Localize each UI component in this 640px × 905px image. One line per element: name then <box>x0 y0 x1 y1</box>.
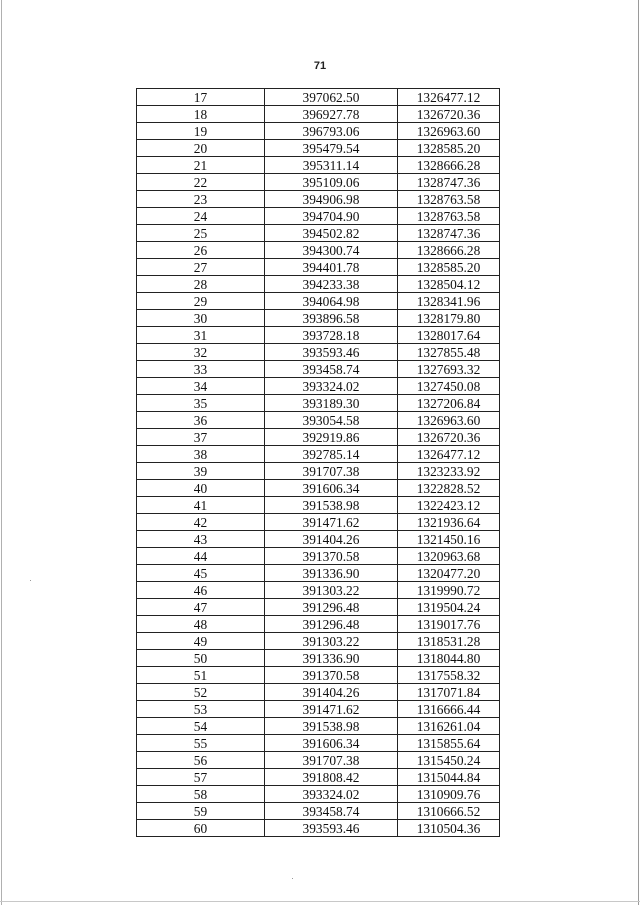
point-number-cell: 21 <box>137 157 265 174</box>
table-row <box>137 123 500 140</box>
point-number-cell: 28 <box>137 276 265 293</box>
y-coordinate-cell: 1326477.12 <box>398 446 500 463</box>
x-coordinate-cell: 391471.62 <box>265 701 398 718</box>
x-coordinate-cell: 391336.90 <box>265 650 398 667</box>
point-number-cell: 49 <box>137 633 265 650</box>
point-number-cell: 58 <box>137 786 265 803</box>
table-row <box>137 429 500 446</box>
y-coordinate-cell: 1326720.36 <box>398 106 500 123</box>
table-row <box>137 667 500 684</box>
x-coordinate-cell: 391303.22 <box>265 633 398 650</box>
y-coordinate-cell: 1320963.68 <box>398 548 500 565</box>
page-edge-left <box>1 0 2 905</box>
x-coordinate-cell: 394704.90 <box>265 208 398 225</box>
table-row <box>137 242 500 259</box>
y-coordinate-cell: 1326963.60 <box>398 123 500 140</box>
y-coordinate-cell: 1310666.52 <box>398 803 500 820</box>
y-coordinate-cell: 1328763.58 <box>398 191 500 208</box>
table-row <box>137 89 500 106</box>
table-row <box>137 446 500 463</box>
y-coordinate-cell: 1315855.64 <box>398 735 500 752</box>
y-coordinate-cell: 1319990.72 <box>398 582 500 599</box>
x-coordinate-cell: 391303.22 <box>265 582 398 599</box>
x-coordinate-cell: 394906.98 <box>265 191 398 208</box>
point-number-cell: 43 <box>137 531 265 548</box>
y-coordinate-cell: 1323233.92 <box>398 463 500 480</box>
y-coordinate-cell: 1328504.12 <box>398 276 500 293</box>
point-number-cell: 25 <box>137 225 265 242</box>
x-coordinate-cell: 396927.78 <box>265 106 398 123</box>
table-row <box>137 531 500 548</box>
y-coordinate-cell: 1319504.24 <box>398 599 500 616</box>
x-coordinate-cell: 391370.58 <box>265 667 398 684</box>
x-coordinate-cell: 391296.48 <box>265 599 398 616</box>
coordinates-table-body <box>137 89 500 837</box>
table-row <box>137 752 500 769</box>
x-coordinate-cell: 393593.46 <box>265 344 398 361</box>
x-coordinate-cell: 393896.58 <box>265 310 398 327</box>
x-coordinate-cell: 391538.98 <box>265 718 398 735</box>
table-row <box>137 565 500 582</box>
y-coordinate-cell: 1321936.64 <box>398 514 500 531</box>
y-coordinate-cell: 1316261.04 <box>398 718 500 735</box>
table-row <box>137 718 500 735</box>
y-coordinate-cell: 1328179.80 <box>398 310 500 327</box>
x-coordinate-cell: 394502.82 <box>265 225 398 242</box>
point-number-cell: 20 <box>137 140 265 157</box>
point-number-cell: 17 <box>137 89 265 106</box>
table-row <box>137 786 500 803</box>
x-coordinate-cell: 393458.74 <box>265 803 398 820</box>
point-number-cell: 42 <box>137 514 265 531</box>
x-coordinate-cell: 394064.98 <box>265 293 398 310</box>
point-number-cell: 45 <box>137 565 265 582</box>
point-number-cell: 54 <box>137 718 265 735</box>
table-row <box>137 463 500 480</box>
point-number-cell: 55 <box>137 735 265 752</box>
point-number-cell: 51 <box>137 667 265 684</box>
x-coordinate-cell: 391404.26 <box>265 684 398 701</box>
x-coordinate-cell: 395109.06 <box>265 174 398 191</box>
point-number-cell: 31 <box>137 327 265 344</box>
point-number-cell: 53 <box>137 701 265 718</box>
scan-speck <box>30 580 31 581</box>
point-number-cell: 22 <box>137 174 265 191</box>
x-coordinate-cell: 391336.90 <box>265 565 398 582</box>
y-coordinate-cell: 1317558.32 <box>398 667 500 684</box>
table-row <box>137 769 500 786</box>
y-coordinate-cell: 1326477.12 <box>398 89 500 106</box>
table-row <box>137 820 500 837</box>
y-coordinate-cell: 1317071.84 <box>398 684 500 701</box>
point-number-cell: 23 <box>137 191 265 208</box>
y-coordinate-cell: 1310504.36 <box>398 820 500 837</box>
y-coordinate-cell: 1327693.32 <box>398 361 500 378</box>
x-coordinate-cell: 394300.74 <box>265 242 398 259</box>
point-number-cell: 34 <box>137 378 265 395</box>
x-coordinate-cell: 391808.42 <box>265 769 398 786</box>
x-coordinate-cell: 393189.30 <box>265 395 398 412</box>
table-row <box>137 582 500 599</box>
table-row <box>137 480 500 497</box>
y-coordinate-cell: 1322828.52 <box>398 480 500 497</box>
x-coordinate-cell: 391538.98 <box>265 497 398 514</box>
x-coordinate-cell: 391296.48 <box>265 616 398 633</box>
point-number-cell: 18 <box>137 106 265 123</box>
point-number-cell: 30 <box>137 310 265 327</box>
point-number-cell: 44 <box>137 548 265 565</box>
y-coordinate-cell: 1326963.60 <box>398 412 500 429</box>
page-edge-right <box>638 0 639 905</box>
table-row <box>137 650 500 667</box>
x-coordinate-cell: 391606.34 <box>265 480 398 497</box>
y-coordinate-cell: 1316666.44 <box>398 701 500 718</box>
point-number-cell: 26 <box>137 242 265 259</box>
y-coordinate-cell: 1319017.76 <box>398 616 500 633</box>
y-coordinate-cell: 1315450.24 <box>398 752 500 769</box>
y-coordinate-cell: 1321450.16 <box>398 531 500 548</box>
table-row <box>137 225 500 242</box>
page-number: 71 <box>313 60 327 72</box>
table-row <box>137 548 500 565</box>
y-coordinate-cell: 1328585.20 <box>398 140 500 157</box>
table-row <box>137 106 500 123</box>
point-number-cell: 40 <box>137 480 265 497</box>
point-number-cell: 41 <box>137 497 265 514</box>
y-coordinate-cell: 1327855.48 <box>398 344 500 361</box>
y-coordinate-cell: 1328747.36 <box>398 225 500 242</box>
table-row <box>137 412 500 429</box>
x-coordinate-cell: 395311.14 <box>265 157 398 174</box>
table-row <box>137 310 500 327</box>
table-row <box>137 191 500 208</box>
x-coordinate-cell: 392919.86 <box>265 429 398 446</box>
y-coordinate-cell: 1326720.36 <box>398 429 500 446</box>
x-coordinate-cell: 391707.38 <box>265 463 398 480</box>
y-coordinate-cell: 1328585.20 <box>398 259 500 276</box>
table-row <box>137 140 500 157</box>
table-row <box>137 378 500 395</box>
table-row <box>137 157 500 174</box>
y-coordinate-cell: 1322423.12 <box>398 497 500 514</box>
table-row <box>137 208 500 225</box>
x-coordinate-cell: 391707.38 <box>265 752 398 769</box>
x-coordinate-cell: 393728.18 <box>265 327 398 344</box>
table-row <box>137 259 500 276</box>
x-coordinate-cell: 393458.74 <box>265 361 398 378</box>
table-row <box>137 174 500 191</box>
page-edge-bottom <box>0 901 640 902</box>
y-coordinate-cell: 1328666.28 <box>398 242 500 259</box>
point-number-cell: 56 <box>137 752 265 769</box>
y-coordinate-cell: 1327206.84 <box>398 395 500 412</box>
table-row <box>137 803 500 820</box>
x-coordinate-cell: 394401.78 <box>265 259 398 276</box>
point-number-cell: 59 <box>137 803 265 820</box>
y-coordinate-cell: 1310909.76 <box>398 786 500 803</box>
table-row <box>137 497 500 514</box>
x-coordinate-cell: 393324.02 <box>265 378 398 395</box>
table-row <box>137 327 500 344</box>
x-coordinate-cell: 394233.38 <box>265 276 398 293</box>
table-row <box>137 684 500 701</box>
table-row <box>137 293 500 310</box>
point-number-cell: 33 <box>137 361 265 378</box>
point-number-cell: 50 <box>137 650 265 667</box>
point-number-cell: 48 <box>137 616 265 633</box>
x-coordinate-cell: 397062.50 <box>265 89 398 106</box>
point-number-cell: 19 <box>137 123 265 140</box>
table-row <box>137 616 500 633</box>
table-row <box>137 701 500 718</box>
x-coordinate-cell: 395479.54 <box>265 140 398 157</box>
table-row <box>137 599 500 616</box>
point-number-cell: 24 <box>137 208 265 225</box>
x-coordinate-cell: 391471.62 <box>265 514 398 531</box>
point-number-cell: 27 <box>137 259 265 276</box>
x-coordinate-cell: 391606.34 <box>265 735 398 752</box>
table-row <box>137 361 500 378</box>
table-row <box>137 735 500 752</box>
y-coordinate-cell: 1328747.36 <box>398 174 500 191</box>
point-number-cell: 46 <box>137 582 265 599</box>
table-row <box>137 395 500 412</box>
x-coordinate-cell: 391370.58 <box>265 548 398 565</box>
point-number-cell: 37 <box>137 429 265 446</box>
y-coordinate-cell: 1328017.64 <box>398 327 500 344</box>
point-number-cell: 36 <box>137 412 265 429</box>
point-number-cell: 35 <box>137 395 265 412</box>
y-coordinate-cell: 1328763.58 <box>398 208 500 225</box>
point-number-cell: 52 <box>137 684 265 701</box>
point-number-cell: 39 <box>137 463 265 480</box>
table-row <box>137 344 500 361</box>
point-number-cell: 57 <box>137 769 265 786</box>
point-number-cell: 29 <box>137 293 265 310</box>
x-coordinate-cell: 392785.14 <box>265 446 398 463</box>
point-number-cell: 60 <box>137 820 265 837</box>
table-row <box>137 514 500 531</box>
table-row <box>137 633 500 650</box>
coordinates-table <box>136 88 500 837</box>
x-coordinate-cell: 391404.26 <box>265 531 398 548</box>
scan-speck <box>292 878 293 879</box>
y-coordinate-cell: 1327450.08 <box>398 378 500 395</box>
y-coordinate-cell: 1318531.28 <box>398 633 500 650</box>
x-coordinate-cell: 393324.02 <box>265 786 398 803</box>
y-coordinate-cell: 1318044.80 <box>398 650 500 667</box>
y-coordinate-cell: 1315044.84 <box>398 769 500 786</box>
point-number-cell: 38 <box>137 446 265 463</box>
x-coordinate-cell: 393593.46 <box>265 820 398 837</box>
y-coordinate-cell: 1328666.28 <box>398 157 500 174</box>
x-coordinate-cell: 396793.06 <box>265 123 398 140</box>
point-number-cell: 47 <box>137 599 265 616</box>
table-row <box>137 276 500 293</box>
y-coordinate-cell: 1320477.20 <box>398 565 500 582</box>
x-coordinate-cell: 393054.58 <box>265 412 398 429</box>
y-coordinate-cell: 1328341.96 <box>398 293 500 310</box>
point-number-cell: 32 <box>137 344 265 361</box>
